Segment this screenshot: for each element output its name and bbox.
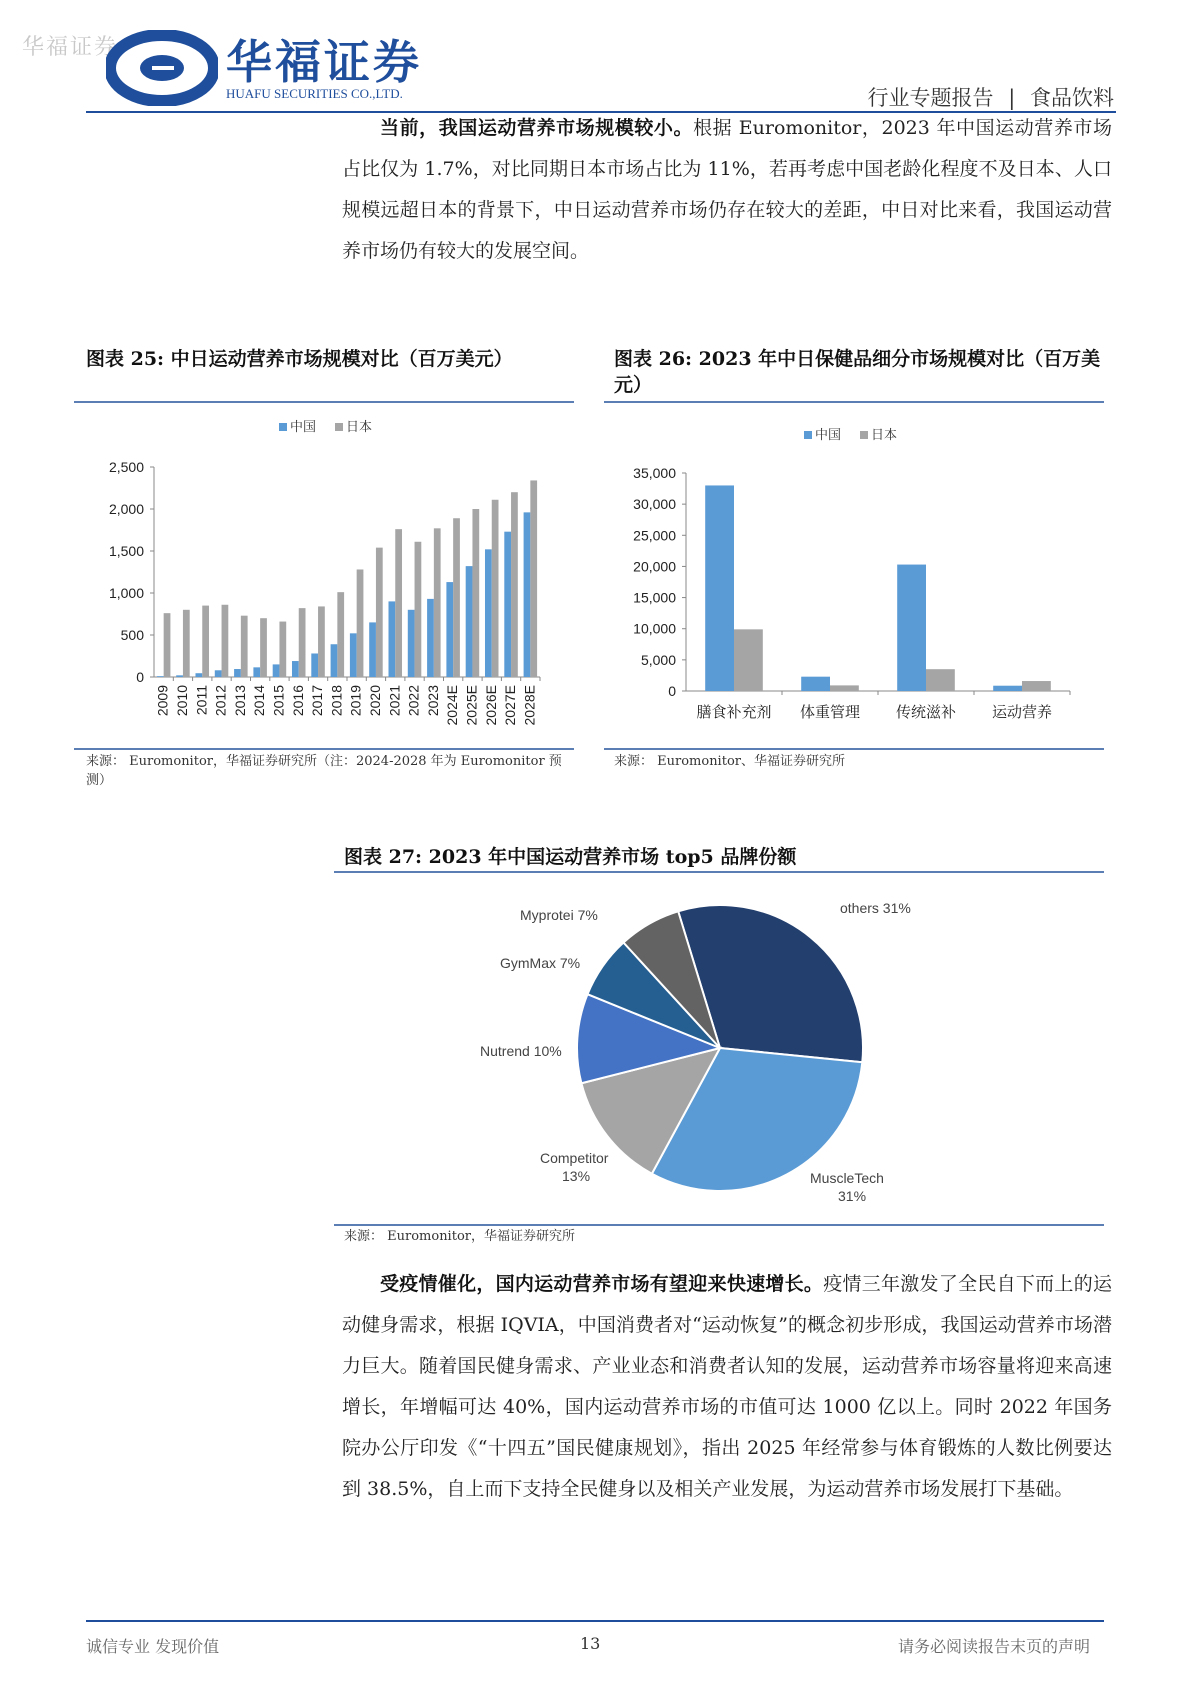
bar-中国: [524, 512, 531, 677]
bar-日本: [926, 669, 955, 691]
y-tick-label: 30,000: [633, 496, 676, 513]
y-tick-label: 2,000: [108, 501, 144, 517]
x-tick-label: 2013: [231, 685, 248, 717]
fig27-title: 图表 27: 2023 年中国运动营养市场 top5 品牌份额: [344, 846, 797, 868]
bar-中国: [157, 676, 164, 677]
bar-日本: [299, 608, 306, 677]
bar-中国: [446, 582, 453, 677]
watermark: 华福证券: [22, 35, 119, 60]
bar-中国: [292, 661, 299, 677]
fig27-source: 来源： Euromonitor，华福证券研究所: [344, 1229, 575, 1244]
bar-日本: [530, 480, 537, 677]
x-tick-label: 2009: [154, 685, 171, 717]
fig26-title-rule: [604, 401, 1104, 403]
pie-label: others 31%: [840, 900, 911, 916]
bar-中国: [427, 599, 434, 677]
bar-中国: [311, 653, 318, 677]
page-number: 13: [580, 1634, 601, 1653]
bar-中国: [273, 664, 280, 677]
x-tick-label: 2016: [289, 685, 306, 717]
x-tick-label: 2028E: [521, 685, 538, 726]
pie-label: GymMax 7%: [500, 955, 581, 971]
bar-日本: [318, 606, 325, 677]
bar-中国: [176, 675, 183, 677]
bar-日本: [734, 629, 763, 691]
bar-日本: [472, 509, 479, 677]
fig27-title-rule: [334, 871, 1104, 873]
sector: 食品饮料: [1030, 86, 1114, 110]
bar-日本: [357, 569, 364, 677]
bar-日本: [395, 529, 402, 677]
bar-中国: [504, 532, 511, 677]
bar-日本: [202, 606, 209, 677]
y-tick-label: 10,000: [633, 620, 676, 637]
y-tick-label: 35,000: [633, 465, 676, 481]
legend-label: 日本: [871, 427, 898, 442]
paragraph-body: 根据 Euromonitor，2023 年中国运动营养市场占比仅为 1.7%，对比同期日本市场占比为 11%，若再考虑中国老龄化程度不及日本、人口规模远超日本的背景下，中日运动营养市场仍存在较大的差距，中日对比来看，我国运动营养市场仍有较大的发展空间。: [342, 117, 1112, 262]
legend-label: 日本: [346, 419, 373, 434]
bar-日本: [376, 548, 383, 677]
legend-swatch: [860, 431, 868, 439]
legend-label: 中国: [290, 419, 317, 434]
fig25-bar-chart: [74, 405, 574, 745]
x-tick-label: 2015: [270, 685, 287, 717]
fig26-source-rule: [604, 748, 1104, 750]
fig27-pie-chart: [334, 876, 1104, 1222]
bar-日本: [279, 622, 286, 677]
bar-中国: [897, 565, 926, 691]
x-tick-label: 2026E: [482, 685, 499, 726]
bar-中国: [234, 669, 241, 677]
pie-label: Competitor: [540, 1150, 609, 1166]
paragraph-body: 疫情三年激发了全民自下而上的运动健身需求，根据 IQVIA，中国消费者对“运动恢复”的概念初步形成，我国运动营养市场潜力巨大。随着国民健身需求、产业业态和消费者认知的发展，运动营养市场容量将迎来高速增长，年增幅可达 40%，国内运动营养市场的市值可达 1000 亿以上。同时 2022 年国务院办公厅印发《“十四五”国民健康规划》，指出 2025 年经常参与体育锻炼的人数比例要达到 38.5%，自上而下支持全民健身以及相关产业发展，为运动营养市场发展打下基础。: [342, 1273, 1112, 1500]
fig27-source-rule: [334, 1224, 1104, 1226]
x-tick-label: 2017: [309, 685, 326, 717]
bar-日本: [260, 618, 267, 677]
fig26-title: 图表 26: 2023 年中日保健品细分市场规模对比（百万美元）: [614, 348, 1101, 396]
bar-日本: [241, 616, 248, 677]
legend-label: 中国: [815, 427, 842, 442]
pie-label-value: 31%: [838, 1188, 867, 1204]
pie-label: Myprotei 7%: [520, 907, 598, 923]
y-tick-label: 1,000: [108, 585, 144, 601]
fig25-source: 来源： Euromonitor，华福证券研究所（注：2024-2028 年为 Euromonitor 预测）: [86, 754, 562, 788]
y-tick-label: 1,500: [108, 543, 144, 559]
paragraph-lead: 受疫情催化，国内运动营养市场有望迎来快速增长。: [380, 1273, 824, 1295]
bar-日本: [415, 542, 422, 677]
pie-label: MuscleTech: [810, 1170, 884, 1186]
fig26-bar-chart: [604, 405, 1104, 745]
bar-中国: [350, 633, 357, 677]
paragraph-market-size: [342, 108, 1112, 272]
legend-swatch: [335, 423, 343, 431]
paragraph-growth: [342, 1264, 1112, 1510]
y-tick-label: 15,000: [633, 589, 676, 606]
brand-name-en: HUAFU SECURITIES CO.,LTD.: [226, 86, 403, 101]
report-type: 行业专题报告: [867, 86, 994, 110]
x-tick-label: 2020: [366, 685, 383, 717]
bar-日本: [511, 492, 518, 677]
x-tick-label: 2025E: [463, 685, 480, 726]
bar-中国: [408, 610, 415, 677]
bar-中国: [215, 670, 222, 677]
bar-中国: [369, 622, 376, 677]
y-tick-label: 25,000: [633, 527, 676, 544]
paragraph-lead: 当前，我国运动营养市场规模较小。: [380, 117, 694, 139]
bar-中国: [253, 667, 260, 677]
footer-disclaimer: 请务必阅读报告末页的声明: [897, 1637, 1090, 1656]
x-tick-label: 2024E: [444, 685, 461, 726]
bar-中国: [485, 549, 492, 677]
y-tick-label: 2,500: [108, 459, 144, 475]
bar-中国: [466, 566, 473, 677]
bar-日本: [434, 528, 441, 677]
footer-rule: [86, 1620, 1104, 1622]
header-separator: |: [1008, 86, 1016, 110]
x-tick-label: 膳食补充剂: [696, 704, 772, 721]
x-tick-label: 2019: [347, 685, 364, 717]
x-tick-label: 2023: [424, 685, 441, 717]
fig25-title-rule: [74, 401, 574, 403]
huafu-logo-icon: [106, 30, 218, 106]
fig26-source: 来源： Euromonitor、华福证券研究所: [614, 754, 845, 769]
bar-日本: [337, 592, 344, 677]
x-tick-label: 2027E: [502, 685, 519, 726]
fig25-title: 图表 25: 中日运动营养市场规模对比（百万美元）: [86, 348, 513, 370]
y-tick-label: 0: [136, 669, 144, 685]
fig25-source-rule: [74, 748, 574, 750]
x-tick-label: 2014: [251, 685, 268, 717]
bar-日本: [183, 610, 190, 677]
bar-中国: [195, 673, 202, 677]
y-tick-label: 5,000: [640, 651, 676, 668]
x-tick-label: 体重管理: [799, 704, 861, 721]
legend-swatch: [279, 423, 287, 431]
x-tick-label: 2018: [328, 685, 345, 717]
x-tick-label: 2012: [212, 685, 229, 717]
x-tick-label: 2021: [386, 685, 403, 717]
x-tick-label: 运动营养: [991, 704, 1053, 721]
bar-中国: [331, 644, 338, 677]
bar-日本: [830, 685, 859, 691]
y-tick-label: 20,000: [633, 558, 676, 575]
brand-name: 华福证券: [226, 35, 422, 89]
bar-中国: [801, 677, 830, 691]
bar-日本: [164, 613, 171, 677]
x-tick-label: 传统滋补: [895, 704, 957, 721]
bar-日本: [492, 500, 499, 677]
pie-label: Nutrend 10%: [480, 1043, 562, 1059]
bar-中国: [993, 686, 1022, 691]
y-tick-label: 0: [668, 683, 676, 699]
bar-日本: [222, 605, 229, 677]
bar-中国: [705, 485, 734, 691]
pie-label-value: 13%: [562, 1168, 591, 1184]
legend-swatch: [804, 431, 812, 439]
x-tick-label: 2011: [193, 685, 210, 716]
x-tick-label: 2010: [173, 685, 190, 717]
y-tick-label: 500: [120, 627, 144, 643]
x-tick-label: 2022: [405, 685, 422, 717]
bar-中国: [388, 601, 395, 677]
bar-日本: [453, 518, 460, 677]
bar-日本: [1022, 681, 1051, 691]
footer-slogan: 诚信专业 发现价值: [86, 1637, 220, 1656]
